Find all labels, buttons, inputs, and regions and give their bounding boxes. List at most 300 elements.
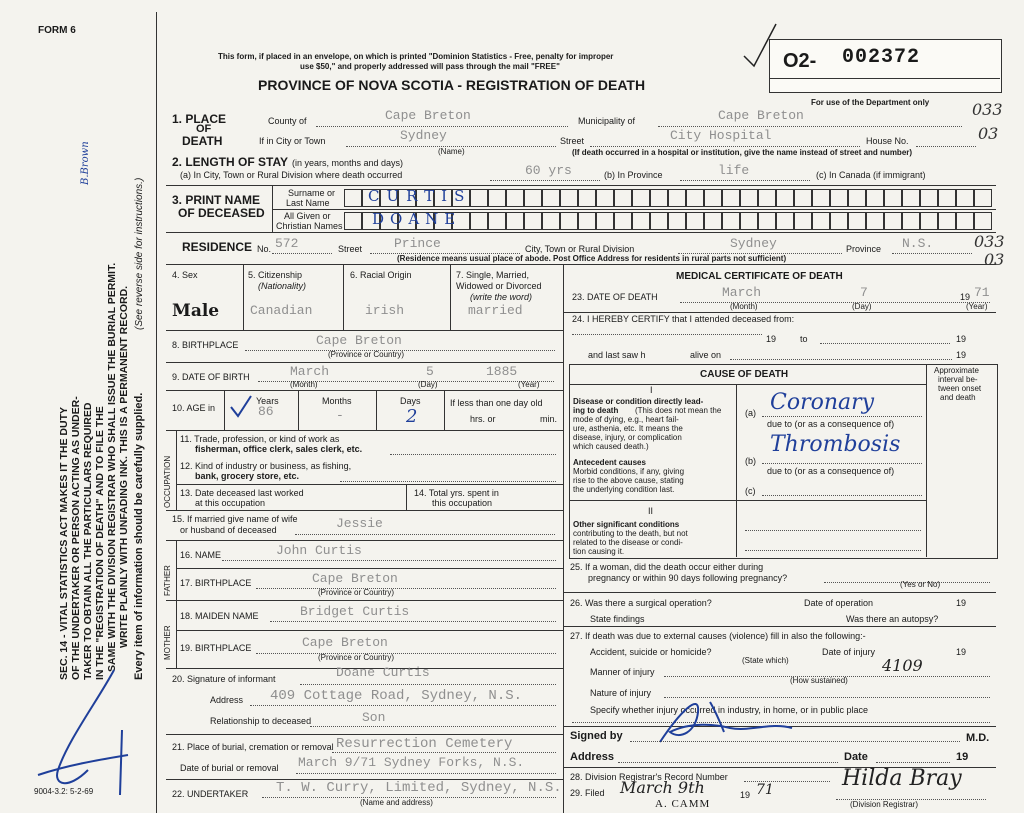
interval-3: tween onset [938,384,982,393]
q25-line2: pregnancy or within 90 days following pregnancy? [588,573,788,583]
burial-date-value: March 9/71 Sydney Forks, N.S. [298,755,525,770]
residence-note: (Residence means usual place of abode. Post Office Address for residents in rural parts not sufficient) [397,254,787,263]
occ-v [406,484,407,510]
dob-month-caption: (Month) [290,380,318,389]
injury-date-label: Date of injury [822,647,876,657]
dob-year-caption: (Year) [518,380,540,389]
occ-divider [176,484,564,485]
divider-3 [166,330,564,331]
alive-line [730,359,952,360]
direct-7: which caused death.) [573,442,649,451]
dob-month: March [290,364,330,379]
dod-year-prefix: 19 [960,292,971,302]
citizenship-value: Canadian [250,303,313,318]
age-v4 [444,390,445,430]
father-bp-line [256,588,556,589]
margin-note: B.Brown [80,141,91,185]
physician-address-label: Address [570,751,615,763]
stay-b-line [680,180,810,181]
marital-label-1: 7. Single, Married, [456,270,530,280]
antecedent-1: Antecedent causes [573,458,646,467]
street-value: City Hospital [670,128,772,143]
occ-13b: at this occupation [195,498,266,508]
father-name-value: John Curtis [276,543,362,558]
father-name-line [222,560,556,561]
name-letter-cell [596,212,614,230]
occ-12b: bank, grocery store, etc. [195,471,300,481]
name-letter-cell [614,189,632,207]
age-days-value: 2 [406,406,418,427]
roman-1: I [650,385,653,395]
city-value: Sydney [400,128,447,143]
signed-by-line [630,741,960,742]
nature-label: Nature of injury [590,688,652,698]
due-to-1: due to (or as a consequence of) [767,419,895,429]
state-which-caption: (State which) [742,656,789,665]
name-letter-cell [542,212,560,230]
name-letter-cell [524,212,542,230]
burial-place-line [332,752,556,753]
father-bp-value: Cape Breton [312,571,398,586]
code-2: 03 [978,124,999,143]
informant-address: 409 Cottage Road, Sydney, N.S. [270,688,523,704]
med-divider-3 [563,626,996,627]
registrar-signature: Hilda Bray [842,766,962,791]
divider-6 [166,430,564,431]
months-label: Months [322,396,352,406]
street-label: Street [560,136,585,146]
spouse-label-1: 15. If married give name of wife [172,514,298,524]
name-letter-cell [542,189,560,207]
dept-use-label: For use of the Department only [811,98,930,107]
name-letter-cell [614,212,632,230]
burial-date-line [296,773,556,774]
cause-b-label: (b) [745,456,756,466]
racial-label: 6. Racial Origin [350,270,412,280]
spouse-value: Jessie [336,516,383,531]
spouse-label-2: or husband of deceased [180,525,277,535]
hrs-label: hrs. or [470,414,496,424]
birthplace-caption: (Province or Country) [328,350,405,359]
burial-date-label: Date of burial or removal [180,763,279,773]
name-letter-cell [758,189,776,207]
city-name-caption: (Name) [438,147,465,156]
occ-11-line [390,454,556,455]
father-name-label: 16. NAME [180,550,222,560]
reg-prefix: O2- [783,50,817,72]
alive-19: 19 [956,350,967,360]
house-line [916,146,976,147]
occ-14a: 14. Total yrs. spent in [414,488,499,498]
divider-1 [166,185,996,186]
name-letter-cell [344,212,362,230]
divider-2 [166,264,996,265]
roman-2: II [648,506,654,516]
name-letter-cell [866,189,884,207]
v4 [243,264,244,330]
name-letter-cell [650,212,668,230]
name-letter-cell [506,212,524,230]
medical-title: MEDICAL CERTIFICATE OF DEATH [676,271,843,282]
filed-label: 29. Filed [570,788,605,798]
citizenship-label-1: 5. Citizenship [248,270,303,280]
surname-label-1: Surname or [288,188,336,198]
specify-label: Specify whether injury occurred in industry, in home, or in public place [590,705,868,715]
birthplace-value: Cape Breton [316,333,402,348]
name-bottom-line [166,232,996,233]
name-letter-cell [866,212,884,230]
how-sustained-caption: (How sustained) [790,676,848,685]
name-letter-cell [578,212,596,230]
postal-note-line1: This form, if placed in an envelope, on which is printed "Dominion Statistics - Free, penalty for improper [218,52,614,61]
registrar-caption: (Division Registrar) [850,800,919,809]
street-line [590,146,860,147]
informant-address-label: Address [210,695,244,705]
name-letter-cell [920,189,938,207]
occ-11a: 11. Trade, profession, or kind of work as [180,434,340,444]
other-3: related to the disease or condi- [573,538,683,547]
house-no-label: House No. [866,136,909,146]
other-4: tion causing it. [573,547,625,556]
reg-box-line [769,78,1000,79]
q27-label: 27. If death was due to external causes (violence) fill in also the following:- [570,631,866,641]
residence-street-label: Street [338,244,363,254]
county-label: County of [268,116,307,126]
dod-month: March [722,285,762,300]
undertaker-value: T. W. Curry, Limited, Sydney, N.S. [276,780,562,796]
physician-date-label: Date [844,751,868,763]
md-label: M.D. [966,732,990,744]
dod-month-caption: (Month) [730,302,758,311]
antecedent-3: rise to the above cause, stating [573,476,684,485]
filed-value: March 9th [620,778,705,797]
given-value: DOANE [372,210,462,228]
divider-5 [166,390,564,391]
name-letter-cell [830,212,848,230]
dod-label: 23. DATE OF DEATH [572,292,658,302]
days-label: Days [400,396,421,406]
name-letter-cell [722,189,740,207]
manner-label: Manner of injury [590,667,655,677]
residence-no-label: No. [257,244,272,254]
informant-sig-line [300,684,556,685]
name-letter-cell [632,212,650,230]
birthplace-label: 8. BIRTHPLACE [172,340,239,350]
mother-bp-label: 19. BIRTHPLACE [180,643,252,653]
dod-year-caption: (Year) [966,302,988,311]
name-letter-cell [650,189,668,207]
accident-label: Accident, suicide or homicide? [590,647,712,657]
name-letter-cell [596,189,614,207]
municipality-line [658,126,962,127]
name-letter-cell [794,189,812,207]
interval-1: Approximate [934,366,979,375]
name-letter-cell [344,189,362,207]
code-3: 033 [974,232,1005,251]
registrar-record-label: 28. Division Registrar's Record Number [570,772,728,782]
divider-8 [166,540,564,541]
hospital-note: (If death occurred in a hospital or institution, give the name instead of street and number) [572,148,913,157]
certify-label: 24. I HEREBY CERTIFY that I attended deceased from: [572,314,795,324]
interval-4: and death [940,393,976,402]
county-line [316,126,568,127]
name-letter-cell [812,189,830,207]
stay-a-line [490,180,600,181]
stay-a-label: (a) In City, Town or Rural Division where death occurred [180,170,403,180]
undertaker-caption: (Name and address) [360,798,433,807]
name-letter-cell [902,189,920,207]
certify-19-a: 19 [766,334,777,344]
name-letter-cell [686,212,704,230]
state-findings-label: State findings [590,614,645,624]
relationship-line [310,726,556,727]
father-bp-caption: (Province or Country) [318,588,395,597]
cause-c-label: (c) [745,486,756,496]
citizenship-label-2: (Nationality) [258,281,307,291]
stay-label: 2. LENGTH OF STAY [172,155,289,169]
undertaker-label: 22. UNDERTAKER [172,789,249,799]
occ-12-line [340,481,556,482]
form-code: 9004-3.2: 5-2-69 [34,787,94,796]
occ-12a: 12. Kind of industry or business, as fishing, [180,461,352,471]
margin-initial-signature [28,660,138,800]
spouse-line [295,534,555,535]
occ-13a: 13. Date deceased last worked [180,488,304,498]
dob-label: 9. DATE OF BIRTH [172,372,250,382]
side-text-line7: Every item of information should be carefully supplied. [133,392,145,680]
age-years-value: 86 [258,404,274,419]
age-v3 [376,390,377,430]
physician-19: 19 [956,751,969,763]
v6 [450,264,451,330]
name-letter-cell [470,189,488,207]
postal-note-line2: use $50," and properly addressed will pass through the mail "FREE" [300,62,560,71]
cause-a-line [762,416,922,417]
years-label: Years [256,396,279,406]
name-letter-cell [668,189,686,207]
cause-box-h [569,384,926,385]
father-bp-label: 17. BIRTHPLACE [180,578,252,588]
dod-day-caption: (Day) [852,302,872,311]
name-label-1: 3. PRINT NAME [172,193,261,207]
side-text-line6: WRITE PLAINLY WITH UNFADING INK. THIS IS A PERMANENT RECORD. [118,285,130,648]
mother-bp-caption: (Province or Country) [318,653,395,662]
other-1: Other significant conditions [573,520,680,529]
place-label-2: OF [196,123,212,135]
v5 [343,264,344,330]
name-letter-cell [794,212,812,230]
filed-year-prefix: 19 [740,790,751,800]
place-label-3: DEATH [182,134,223,148]
dod-day: 7 [860,285,868,300]
age-v1 [224,390,225,430]
stay-b-label: (b) In Province [604,170,663,180]
age-v2 [298,390,299,430]
extra-number: 4109 [882,656,923,675]
name-letter-cell [758,212,776,230]
form-title: PROVINCE OF NOVA SCOTIA - REGISTRATION OF DEATH [258,77,646,93]
name-letter-cell [812,212,830,230]
father-label: FATHER [163,565,172,596]
name-letter-cell [488,189,506,207]
mother-bp-value: Cape Breton [302,635,388,650]
divider-9 [176,568,564,569]
residence-province: N.S. [902,236,934,251]
cause-title: CAUSE OF DEATH [700,369,789,380]
antecedent-2: Morbid conditions, if any, giving [573,467,685,476]
operation-19: 19 [956,598,967,608]
county-value: Cape Breton [385,108,471,123]
mother-bp-line [256,653,556,654]
less-day-label: If less than one day old [450,398,543,408]
marital-value: married [468,303,523,318]
municipality-value: Cape Breton [718,108,804,123]
physician-date-line [876,762,950,763]
med-divider-2 [563,592,996,593]
direct-6: disease, injury, or complication [573,433,682,442]
sex-label: 4. Sex [172,270,198,280]
min-label: min. [540,414,558,424]
code-4: 03 [984,250,1005,269]
name-letter-cell [956,212,974,230]
relationship-label: Relationship to deceased [210,716,312,726]
informant-sig-label: 20. Signature of informant [172,674,276,684]
form-label: FORM 6 [38,25,76,36]
family-side-line [176,540,177,668]
occ-14b: this occupation [432,498,493,508]
cause-b-value: Thrombosis [770,432,901,457]
city-label: If in City or Town [259,136,326,146]
occupation-side-line [176,430,177,510]
age-label: 10. AGE in [172,403,216,413]
residence-label: RESIDENCE [182,240,253,254]
certify-to: to [800,334,808,344]
side-text-line4: IN THE "REGISTRATION OF DEATH" AND TO FILE THE [94,406,106,680]
name-letter-cell [938,212,956,230]
cause-box-h2 [569,500,926,501]
side-text-line2: OF THE UNDERTAKER OR PERSON ACTING AS UNDER- [70,396,82,680]
informant-name: Doane Curtis [336,665,430,680]
name-letter-cell [632,189,650,207]
name-letter-cell [740,212,758,230]
maiden-line [270,621,556,622]
occupation-label: OCCUPATION [163,455,172,508]
q25-line1: 25. If a woman, did the death occur either during [570,562,764,572]
name-letter-cell [704,189,722,207]
place-label-1: 1. PLACE [172,112,227,126]
divider-7 [166,510,564,511]
other-line-2 [745,550,921,551]
name-letter-cell [884,212,902,230]
other-line-1 [745,530,921,531]
antecedent-4: the underlying condition last. [573,485,675,494]
residence-city: Sydney [730,236,777,251]
name-letter-cell [830,189,848,207]
name-letter-cell [686,189,704,207]
residence-province-label: Province [846,244,882,254]
dob-year: 1885 [486,364,518,379]
code-1: 033 [972,100,1003,119]
name-letter-cell [974,212,992,230]
cause-a-value: Coronary [770,390,875,415]
cause-b-line [762,463,922,464]
burial-place-value: Resurrection Cemetery [336,736,513,752]
alive-on-label: alive on [690,350,722,360]
residence-no-line [272,253,332,254]
signed-by-label: Signed by [570,730,623,742]
residence-street: Prince [394,236,441,251]
name-letter-cell [506,189,524,207]
direct-4: mode of dying, e.g., heart fail- [573,415,679,424]
given-label-2: Christian Names [276,221,343,231]
stay-a-value: 60 yrs [525,163,572,178]
surname-label-2: Last Name [286,198,330,208]
name-letter-cell [848,189,866,207]
divider-4 [166,362,564,363]
name-letter-cell [470,212,488,230]
stay-note: (in years, months and days) [292,158,404,168]
certify-19-b: 19 [956,334,967,344]
divider-13 [166,734,564,735]
other-2: contributing to the death, but not [573,529,688,538]
burial-place-label: 21. Place of burial, cremation or removal [172,742,334,752]
residence-province-line [892,253,972,254]
maiden-label: 18. MAIDEN NAME [180,611,259,621]
q26-label: 26. Was there a surgical operation? [570,598,712,608]
maiden-value: Bridget Curtis [300,604,410,619]
dod-year: 71 [974,285,990,300]
surname-value: CURTIS [368,187,472,205]
side-text-line8: (See reverse side for instructions.) [134,177,145,330]
dob-day-caption: (Day) [418,380,438,389]
marital-label-2: Widowed or Divorced [456,281,542,291]
name-letter-cell [488,212,506,230]
filed-year: 71 [756,782,774,798]
name-letter-cell [776,212,794,230]
name-letter-cell [704,212,722,230]
due-to-2: due to (or as a consequence of) [767,466,895,476]
direct-3: (This does not mean the [635,406,722,415]
interval-2: interval be- [938,375,978,384]
name-letter-cell [740,189,758,207]
operation-date-label: Date of operation [804,598,874,608]
name-letter-cell [848,212,866,230]
physician-address-line [618,762,838,763]
direct-1: Disease or condition directly lead- [573,397,704,406]
dod-line [680,302,990,303]
name-letter-cell [722,212,740,230]
name-letter-cell [884,189,902,207]
med-divider-1 [563,312,996,313]
years-check-icon [228,394,254,420]
residence-city-label: City, Town or Rural Division [525,244,635,254]
stay-b-value: life [718,163,750,178]
dob-day: 5 [426,364,434,379]
name-letter-cell [560,189,578,207]
stay-c-label: (c) In Canada (if immigrant) [816,170,926,180]
direct-2: ing to death [573,406,619,415]
name-letter-cell [776,189,794,207]
occ-11b: fisherman, office clerk, sales clerk, etc. [195,444,363,454]
name-letter-cell [524,189,542,207]
name-letter-cell [956,189,974,207]
cause-box-v1 [736,384,737,557]
stamp-name: A. CAMM [655,798,711,810]
frame-left-border [156,12,157,813]
certify-line-1 [572,334,762,335]
direct-5: ure, asthenia, etc. It means the [573,424,683,433]
last-saw-label: and last saw h [588,350,646,360]
